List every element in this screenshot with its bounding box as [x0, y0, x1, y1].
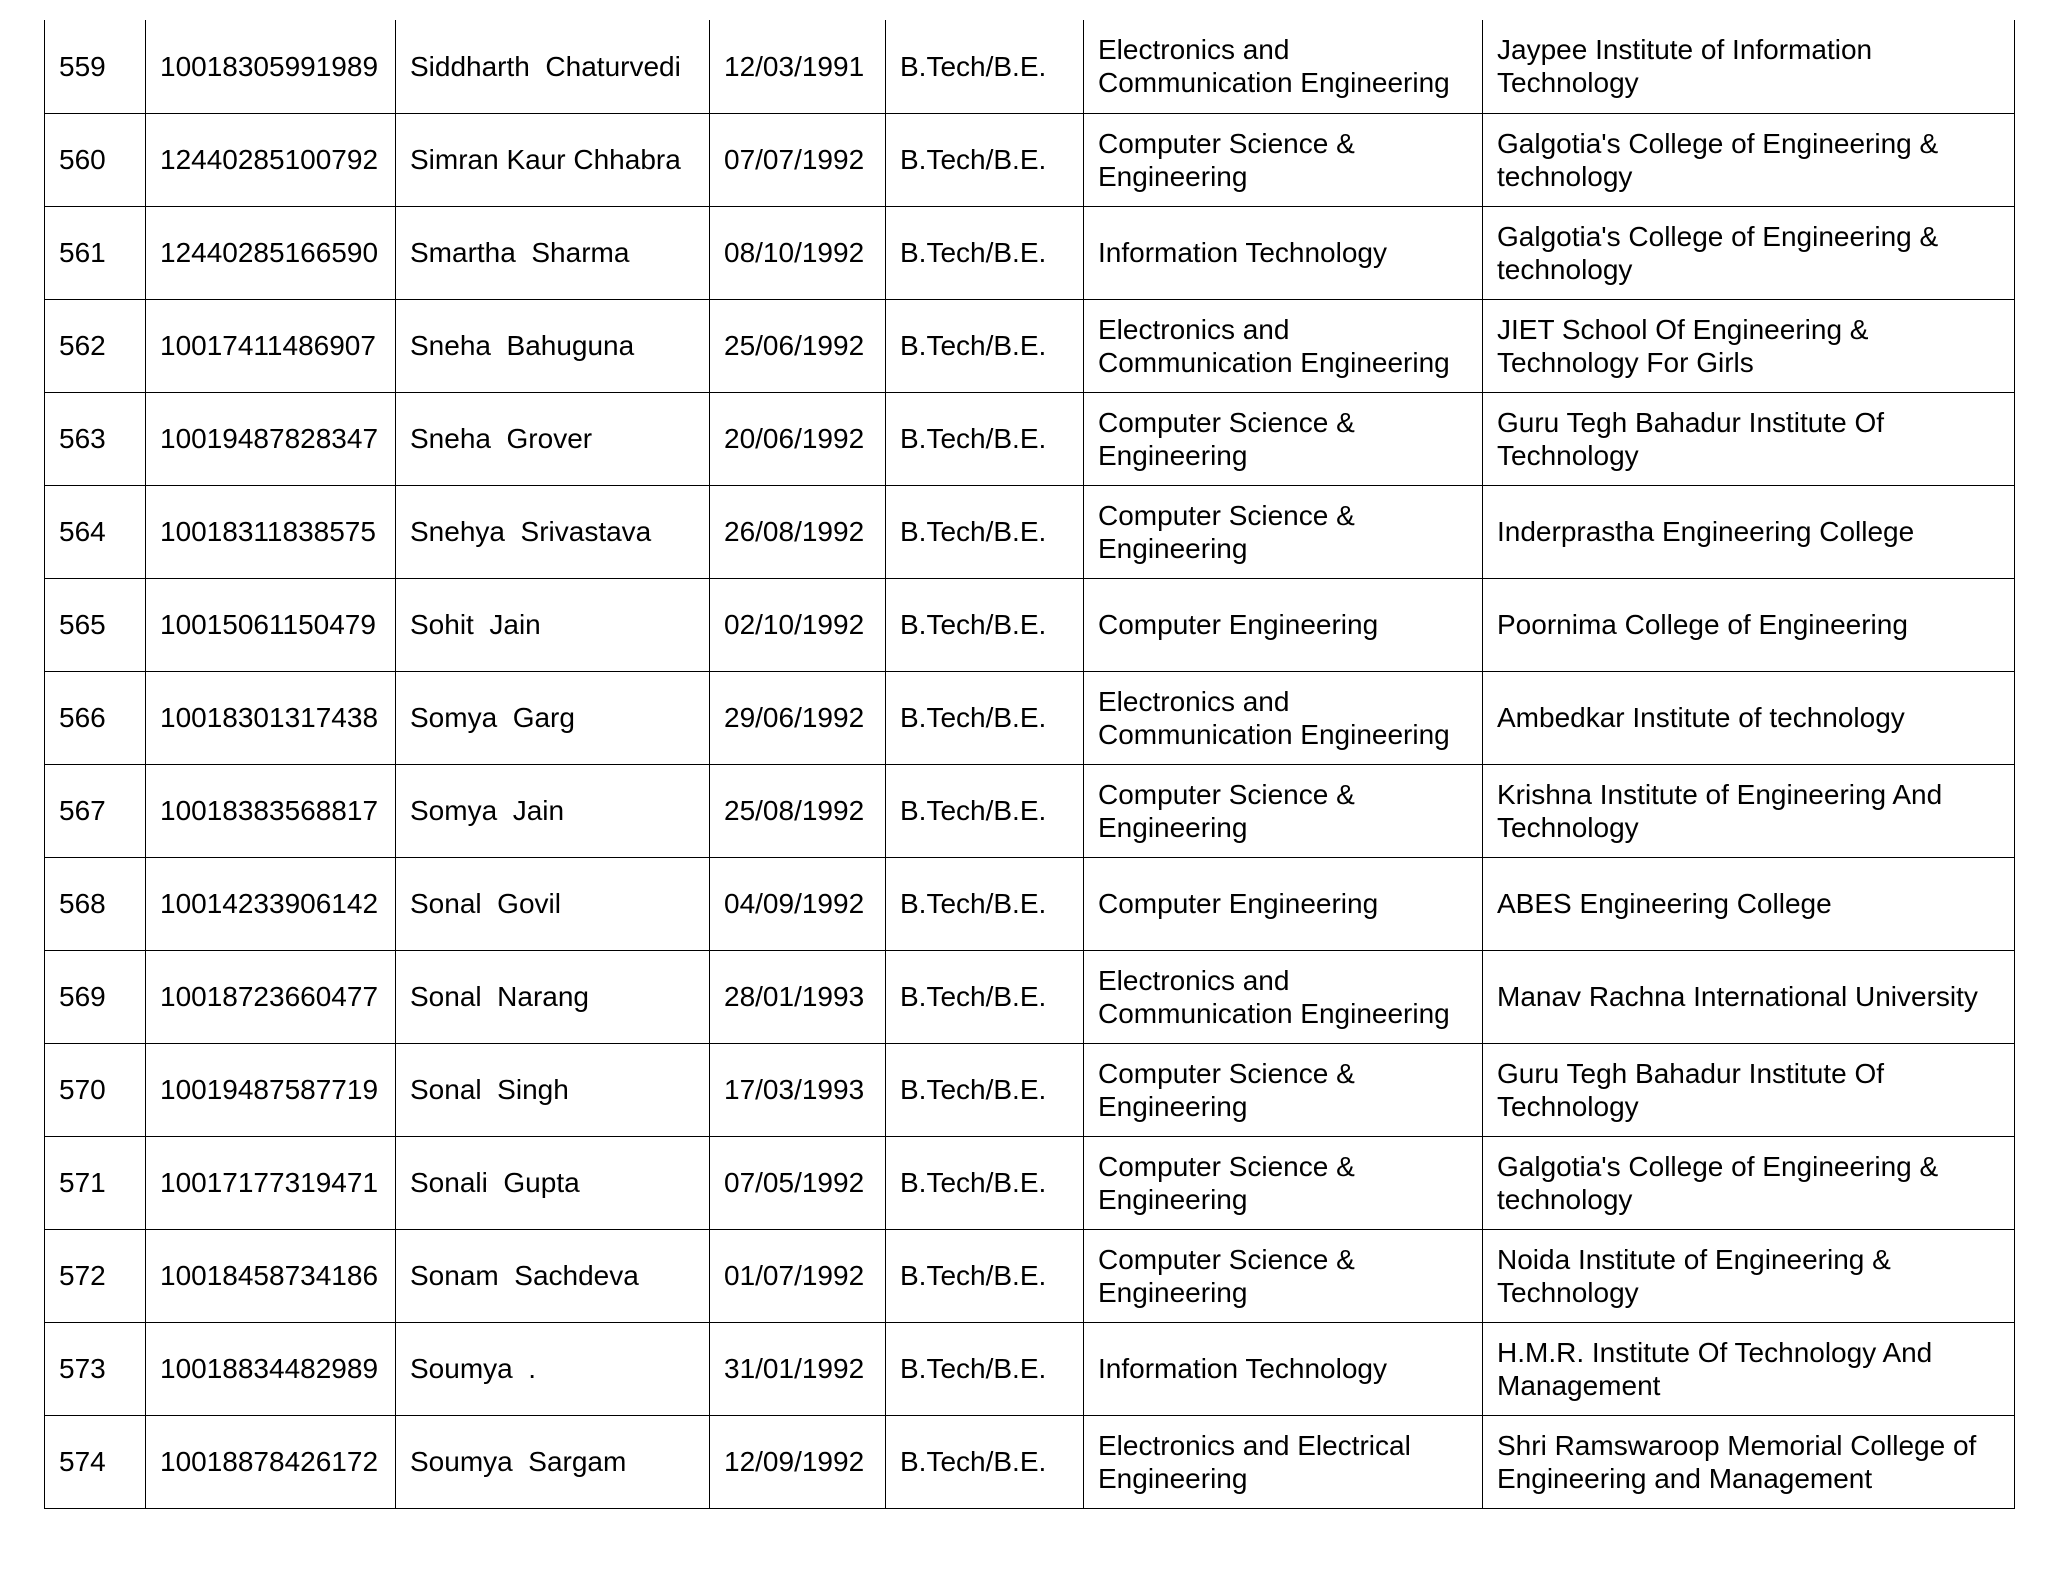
registration-id-cell: 10018305991989 — [146, 20, 396, 113]
registration-id-cell: 10018723660477 — [146, 950, 396, 1043]
candidate-name-cell: Sonali Gupta — [396, 1136, 710, 1229]
table-row — [45, 206, 2015, 299]
candidate-name-cell: Sneha Bahuguna — [396, 299, 710, 392]
table-row — [45, 578, 2015, 671]
degree-cell: B.Tech/B.E. — [886, 1043, 1084, 1136]
registration-id-cell: 10018301317438 — [146, 671, 396, 764]
degree-cell: B.Tech/B.E. — [886, 485, 1084, 578]
candidate-name-cell: Sonal Singh — [396, 1043, 710, 1136]
candidate-name-cell: Sonam Sachdeva — [396, 1229, 710, 1322]
date-of-birth-cell: 31/01/1992 — [710, 1322, 886, 1415]
date-of-birth-cell: 04/09/1992 — [710, 857, 886, 950]
branch-cell: Electronics and Electrical Engineering — [1084, 1415, 1483, 1508]
serial-number-cell: 563 — [45, 392, 146, 485]
candidate-name-cell: Sonal Narang — [396, 950, 710, 1043]
candidate-name-cell: Sohit Jain — [396, 578, 710, 671]
candidate-name-cell: Soumya Sargam — [396, 1415, 710, 1508]
serial-number-cell: 571 — [45, 1136, 146, 1229]
college-cell: H.M.R. Institute Of Technology And Management — [1483, 1322, 2015, 1415]
date-of-birth-cell: 07/07/1992 — [710, 113, 886, 206]
college-cell: Galgotia's College of Engineering & technology — [1483, 206, 2015, 299]
date-of-birth-cell: 17/03/1993 — [710, 1043, 886, 1136]
registration-id-cell: 10019487828347 — [146, 392, 396, 485]
serial-number-cell: 567 — [45, 764, 146, 857]
degree-cell: B.Tech/B.E. — [886, 1415, 1084, 1508]
table-row — [45, 950, 2015, 1043]
branch-cell: Computer Science & Engineering — [1084, 1229, 1483, 1322]
date-of-birth-cell: 26/08/1992 — [710, 485, 886, 578]
serial-number-cell: 564 — [45, 485, 146, 578]
table-row — [45, 113, 2015, 206]
candidate-name-cell: Siddharth Chaturvedi — [396, 20, 710, 113]
college-cell: ABES Engineering College — [1483, 857, 2015, 950]
registration-id-cell: 10017177319471 — [146, 1136, 396, 1229]
degree-cell: B.Tech/B.E. — [886, 392, 1084, 485]
branch-cell: Computer Science & Engineering — [1084, 113, 1483, 206]
table-body — [45, 20, 2015, 1508]
candidate-name-cell: Somya Jain — [396, 764, 710, 857]
branch-cell: Information Technology — [1084, 1322, 1483, 1415]
registration-id-cell: 10015061150479 — [146, 578, 396, 671]
college-cell: Manav Rachna International University — [1483, 950, 2015, 1043]
serial-number-cell: 560 — [45, 113, 146, 206]
table-row — [45, 671, 2015, 764]
branch-cell: Electronics and Communication Engineering — [1084, 299, 1483, 392]
date-of-birth-cell: 25/08/1992 — [710, 764, 886, 857]
college-cell: Galgotia's College of Engineering & technology — [1483, 113, 2015, 206]
branch-cell: Computer Science & Engineering — [1084, 1136, 1483, 1229]
registration-id-cell: 10018458734186 — [146, 1229, 396, 1322]
registration-id-cell: 10014233906142 — [146, 857, 396, 950]
date-of-birth-cell: 08/10/1992 — [710, 206, 886, 299]
table-row — [45, 299, 2015, 392]
college-cell: Guru Tegh Bahadur Institute Of Technology — [1483, 392, 2015, 485]
table-row — [45, 1043, 2015, 1136]
candidate-name-cell: Snehya Srivastava — [396, 485, 710, 578]
serial-number-cell: 565 — [45, 578, 146, 671]
college-cell: JIET School Of Engineering & Technology For Girls — [1483, 299, 2015, 392]
degree-cell: B.Tech/B.E. — [886, 206, 1084, 299]
registration-id-cell: 12440285166590 — [146, 206, 396, 299]
table-row — [45, 1322, 2015, 1415]
college-cell: Guru Tegh Bahadur Institute Of Technology — [1483, 1043, 2015, 1136]
branch-cell: Computer Science & Engineering — [1084, 485, 1483, 578]
table-row — [45, 20, 2015, 113]
branch-cell: Computer Engineering — [1084, 857, 1483, 950]
degree-cell: B.Tech/B.E. — [886, 950, 1084, 1043]
branch-cell: Electronics and Communication Engineering — [1084, 671, 1483, 764]
table-row — [45, 857, 2015, 950]
date-of-birth-cell: 20/06/1992 — [710, 392, 886, 485]
registration-id-cell: 10017411486907 — [146, 299, 396, 392]
date-of-birth-cell: 28/01/1993 — [710, 950, 886, 1043]
table-row — [45, 1136, 2015, 1229]
candidate-name-cell: Smartha Sharma — [396, 206, 710, 299]
college-cell: Jaypee Institute of Information Technology — [1483, 20, 2015, 113]
registration-id-cell: 10018383568817 — [146, 764, 396, 857]
table-row — [45, 764, 2015, 857]
registration-id-cell: 12440285100792 — [146, 113, 396, 206]
table-row — [45, 1229, 2015, 1322]
degree-cell: B.Tech/B.E. — [886, 671, 1084, 764]
degree-cell: B.Tech/B.E. — [886, 20, 1084, 113]
registration-id-cell: 10018878426172 — [146, 1415, 396, 1508]
candidate-name-cell: Soumya . — [396, 1322, 710, 1415]
serial-number-cell: 573 — [45, 1322, 146, 1415]
college-cell: Noida Institute of Engineering & Technology — [1483, 1229, 2015, 1322]
branch-cell: Computer Science & Engineering — [1084, 1043, 1483, 1136]
serial-number-cell: 566 — [45, 671, 146, 764]
college-cell: Shri Ramswaroop Memorial College of Engineering and Management — [1483, 1415, 2015, 1508]
date-of-birth-cell: 29/06/1992 — [710, 671, 886, 764]
college-cell: Poornima College of Engineering — [1483, 578, 2015, 671]
branch-cell: Computer Science & Engineering — [1084, 764, 1483, 857]
candidate-name-cell: Sonal Govil — [396, 857, 710, 950]
degree-cell: B.Tech/B.E. — [886, 1229, 1084, 1322]
serial-number-cell: 569 — [45, 950, 146, 1043]
serial-number-cell: 574 — [45, 1415, 146, 1508]
registration-id-cell: 10019487587719 — [146, 1043, 396, 1136]
college-cell: Krishna Institute of Engineering And Technology — [1483, 764, 2015, 857]
degree-cell: B.Tech/B.E. — [886, 857, 1084, 950]
registration-id-cell: 10018311838575 — [146, 485, 396, 578]
serial-number-cell: 572 — [45, 1229, 146, 1322]
date-of-birth-cell: 12/09/1992 — [710, 1415, 886, 1508]
date-of-birth-cell: 02/10/1992 — [710, 578, 886, 671]
candidate-name-cell: Somya Garg — [396, 671, 710, 764]
branch-cell: Information Technology — [1084, 206, 1483, 299]
results-table — [44, 20, 2015, 1509]
serial-number-cell: 570 — [45, 1043, 146, 1136]
branch-cell: Electronics and Communication Engineering — [1084, 950, 1483, 1043]
degree-cell: B.Tech/B.E. — [886, 113, 1084, 206]
candidate-name-cell: Simran Kaur Chhabra — [396, 113, 710, 206]
date-of-birth-cell: 01/07/1992 — [710, 1229, 886, 1322]
branch-cell: Computer Science & Engineering — [1084, 392, 1483, 485]
degree-cell: B.Tech/B.E. — [886, 1136, 1084, 1229]
date-of-birth-cell: 07/05/1992 — [710, 1136, 886, 1229]
serial-number-cell: 562 — [45, 299, 146, 392]
date-of-birth-cell: 12/03/1991 — [710, 20, 886, 113]
degree-cell: B.Tech/B.E. — [886, 764, 1084, 857]
branch-cell: Electronics and Communication Engineering — [1084, 20, 1483, 113]
degree-cell: B.Tech/B.E. — [886, 299, 1084, 392]
college-cell: Ambedkar Institute of technology — [1483, 671, 2015, 764]
degree-cell: B.Tech/B.E. — [886, 1322, 1084, 1415]
registration-id-cell: 10018834482989 — [146, 1322, 396, 1415]
candidate-name-cell: Sneha Grover — [396, 392, 710, 485]
college-cell: Inderprastha Engineering College — [1483, 485, 2015, 578]
date-of-birth-cell: 25/06/1992 — [710, 299, 886, 392]
table-row — [45, 392, 2015, 485]
branch-cell: Computer Engineering — [1084, 578, 1483, 671]
table-row — [45, 485, 2015, 578]
college-cell: Galgotia's College of Engineering & technology — [1483, 1136, 2015, 1229]
serial-number-cell: 568 — [45, 857, 146, 950]
degree-cell: B.Tech/B.E. — [886, 578, 1084, 671]
table-row — [45, 1415, 2015, 1508]
serial-number-cell: 561 — [45, 206, 146, 299]
serial-number-cell: 559 — [45, 20, 146, 113]
